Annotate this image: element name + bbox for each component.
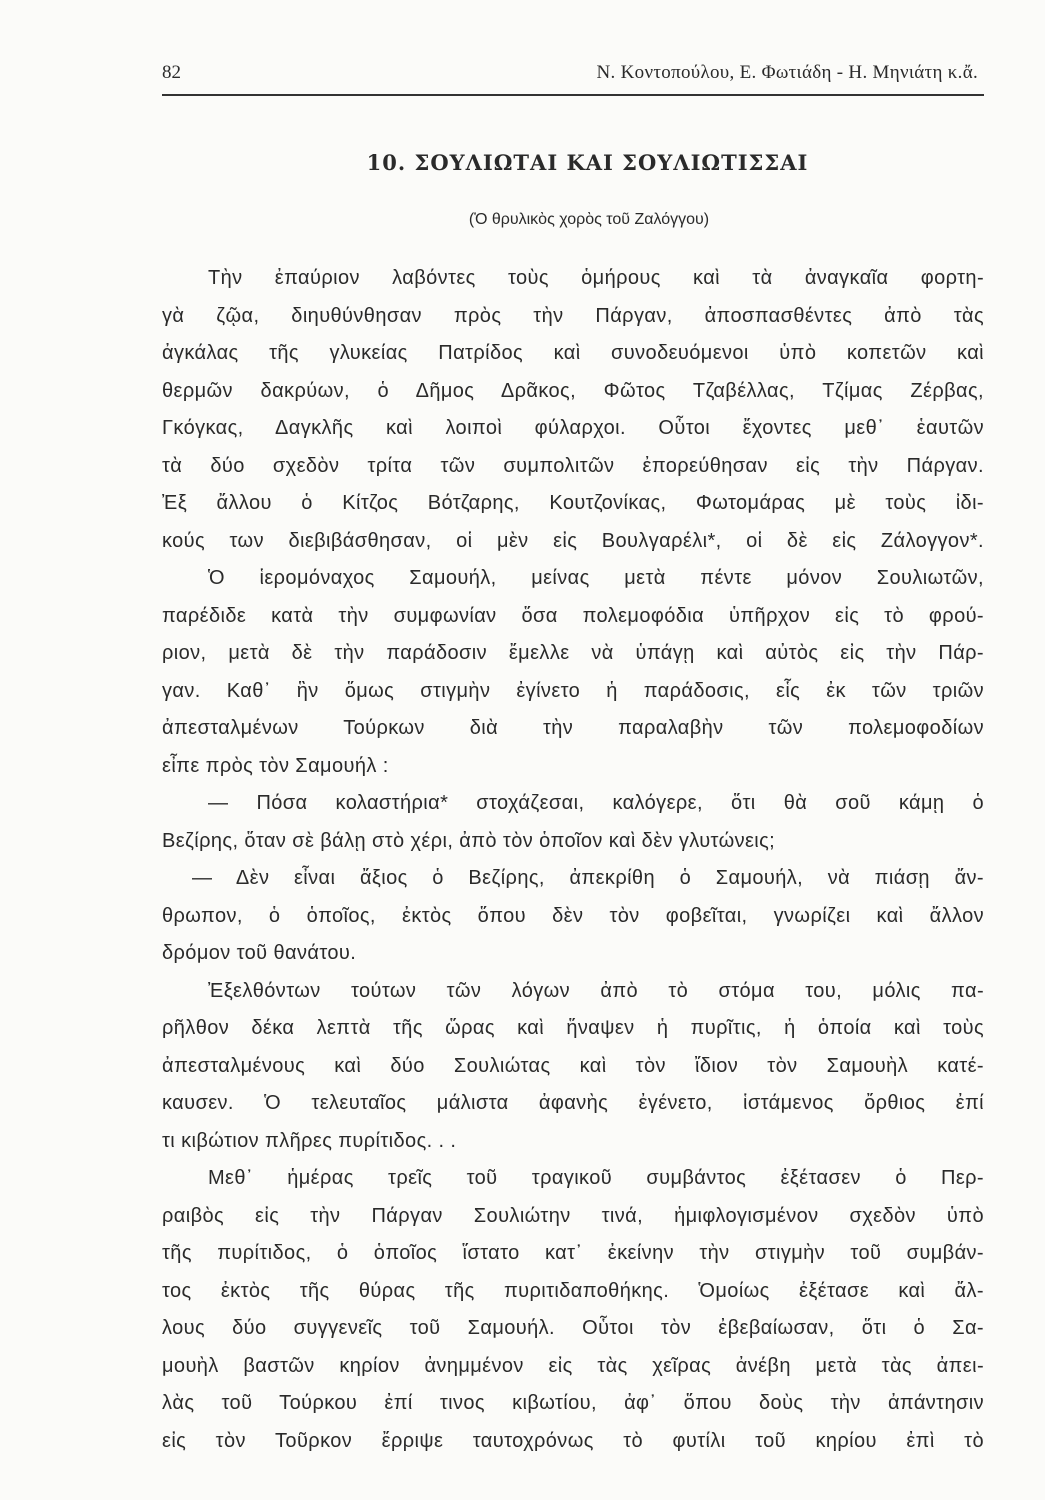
- page-number: 82: [162, 62, 181, 83]
- text-line: θερμῶν δακρύων, ὁ Δῆμος Δρᾶκος, Φῶτος Τζαβέλλας, Τζίμας Ζέρβας,: [162, 379, 984, 402]
- text-line: ἀπεσταλμένων Τούρκων διὰ τὴν παραλαβὴν τῶν πολεμοφοδίων: [162, 717, 984, 739]
- text-line: Ἐξελθόντων τούτων τῶν λόγων ἀπὸ τὸ στόμα του, μόλις πα-: [208, 979, 984, 1002]
- text-line: τος ἐκτὸς τῆς θύρας τῆς πυριτιδαποθήκης. Ὁμοίως ἐξέτασε καὶ ἄλ-: [162, 1279, 984, 1302]
- text-line: Ὁ ἱερομόναχος Σαμουήλ, μείνας μετὰ πέντε μόνον Σουλιωτῶν,: [208, 567, 984, 589]
- text-line: ἀπεσταλμένους καὶ δύο Σουλιώτας καὶ τὸν ἴδιον τὸν Σαμουὴλ κατέ-: [162, 1054, 984, 1077]
- text-line: εἶπε πρὸς τὸν Σαμουήλ :: [162, 754, 389, 777]
- text-line: δρόμον τοῦ θανάτου.: [162, 942, 357, 964]
- text-line: καυσεν. Ὁ τελευταῖος μάλιστα ἀφανὴς ἐγένετο, ἱστάμενος ὄρθιος ἐπί: [162, 1092, 984, 1114]
- text-line: τὰ δύο σχεδὸν τρίτα τῶν συμπολιτῶν ἐπορεύθησαν εἰς τὴν Πάργαν.: [162, 454, 984, 477]
- running-head: Ν. Κοντοπούλου, Ε. Φωτιάδη - Η. Μηνιάτη κ.ἄ.: [596, 62, 978, 83]
- chapter-subtitle: (Ὁ θρυλικὸς χορὸς τοῦ Ζαλόγγου): [468, 211, 710, 228]
- text-line: Ἐξ ἄλλου ὁ Κίτζος Βότζαρης, Κουτζονίκας, Φωτομάρας μὲ τοὺς ἰδι-: [162, 492, 984, 514]
- text-line: κούς των διεβιβάσθησαν, οἱ μὲν εἰς Βουλγαρέλι*, οἱ δὲ εἰς Ζάλογγον*.: [162, 529, 984, 552]
- text-line: Βεζίρης, ὅταν σὲ βάλῃ στὸ χέρι, ἀπὸ τὸν ὁποῖον καὶ δὲν γλυτώνεις;: [162, 829, 776, 852]
- page-header: [162, 62, 984, 96]
- text-line: λὰς τοῦ Τούρκου ἐπί τινος κιβωτίου, ἀφ᾽ ὅπου δοὺς τὴν ἀπάντησιν: [162, 1392, 984, 1414]
- dialogue-line: — Δὲν εἶναι ἄξιος ὁ Βεζίρης, ἀπεκρίθη ὁ Σαμουήλ, νὰ πιάσῃ ἄν-: [192, 867, 984, 889]
- text-line: Γκόγκας, Δαγκλῆς καὶ λοιποὶ φύλαρχοι. Οὗτοι ἔχοντες μεθ᾽ ἑαυτῶν: [162, 417, 984, 439]
- text-line: ἀγκάλας τῆς γλυκείας Πατρίδος καὶ συνοδευόμενοι ὑπὸ κοπετῶν καὶ: [162, 342, 984, 364]
- text-line: ραιβὸς εἰς τὴν Πάργαν Σουλιώτην τινά, ἡμιφλογισμένον σχεδὸν ὑπὸ: [162, 1204, 984, 1227]
- body-text: [162, 260, 984, 1460]
- text-line: τῆς πυρίτιδος, ὁ ὁποῖος ἵστατο κατ᾽ ἐκείνην τὴν στιγμὴν τοῦ συμβάν-: [162, 1242, 984, 1264]
- chapter-title: 10. ΣΟΥΛΙΩΤΑΙ ΚΑΙ ΣΟΥΛΙΩΤΙΣΣΑΙ: [366, 150, 809, 175]
- text-line: ρῆλθον δέκα λεπτὰ τῆς ὥρας καὶ ἥναψεν ἡ πυρῖτις, ἡ ὁποία καὶ τοὺς: [162, 1017, 984, 1039]
- text-line: εἰς τὸν Τοῦρκον ἔρριψε ταυτοχρόνως τὸ φυτίλι τοῦ κηρίου ἐπὶ τὸ: [162, 1429, 984, 1452]
- dialogue-line: — Πόσα κολαστήρια* στοχάζεσαι, καλόγερε, ὅτι θὰ σοῦ κάμῃ ὁ: [208, 792, 984, 814]
- text-line: γὰ ζῷα, διηυθύνθησαν πρὸς τὴν Πάργαν, ἀποσπασθέντες ἀπὸ τὰς: [162, 304, 984, 327]
- text-line: ριον, μετὰ δὲ τὴν παράδοσιν ἔμελλε νὰ ὑπάγῃ καὶ αὐτὸς εἰς τὴν Πάρ-: [162, 642, 984, 664]
- text-line: Μεθ᾽ ἡμέρας τρεῖς τοῦ τραγικοῦ συμβάντος ἐξέτασεν ὁ Περ-: [208, 1167, 984, 1189]
- text-line: Τὴν ἐπαύριον λαβόντες τοὺς ὁμήρους καὶ τὰ ἀναγκαῖα φορτη-: [208, 267, 984, 289]
- text-line: θρωπον, ὁ ὁποῖος, ἐκτὸς ὅπου δὲν τὸν φοβεῖται, γνωρίζει καὶ ἄλλον: [162, 904, 984, 927]
- text-line: μουὴλ βαστῶν κηρίον ἀνημμένον εἰς τὰς χεῖρας ἀνέβη μετὰ τὰς ἀπει-: [162, 1354, 984, 1377]
- text-line: λους δύο συγγενεῖς τοῦ Σαμουήλ. Οὗτοι τὸν ἐβεβαίωσαν, ὅτι ὁ Σα-: [162, 1317, 984, 1339]
- text-line: παρέδιδε κατὰ τὴν συμφωνίαν ὅσα πολεμοφόδια ὑπῆρχον εἰς τὸ φρού-: [162, 604, 984, 627]
- text-line: τι κιβώτιον πλῆρες πυρίτιδος. . .: [162, 1129, 457, 1152]
- text-line: γαν. Καθ᾽ ἣν ὅμως στιγμὴν ἐγίνετο ἡ παράδοσις, εἷς ἐκ τῶν τριῶν: [162, 679, 984, 702]
